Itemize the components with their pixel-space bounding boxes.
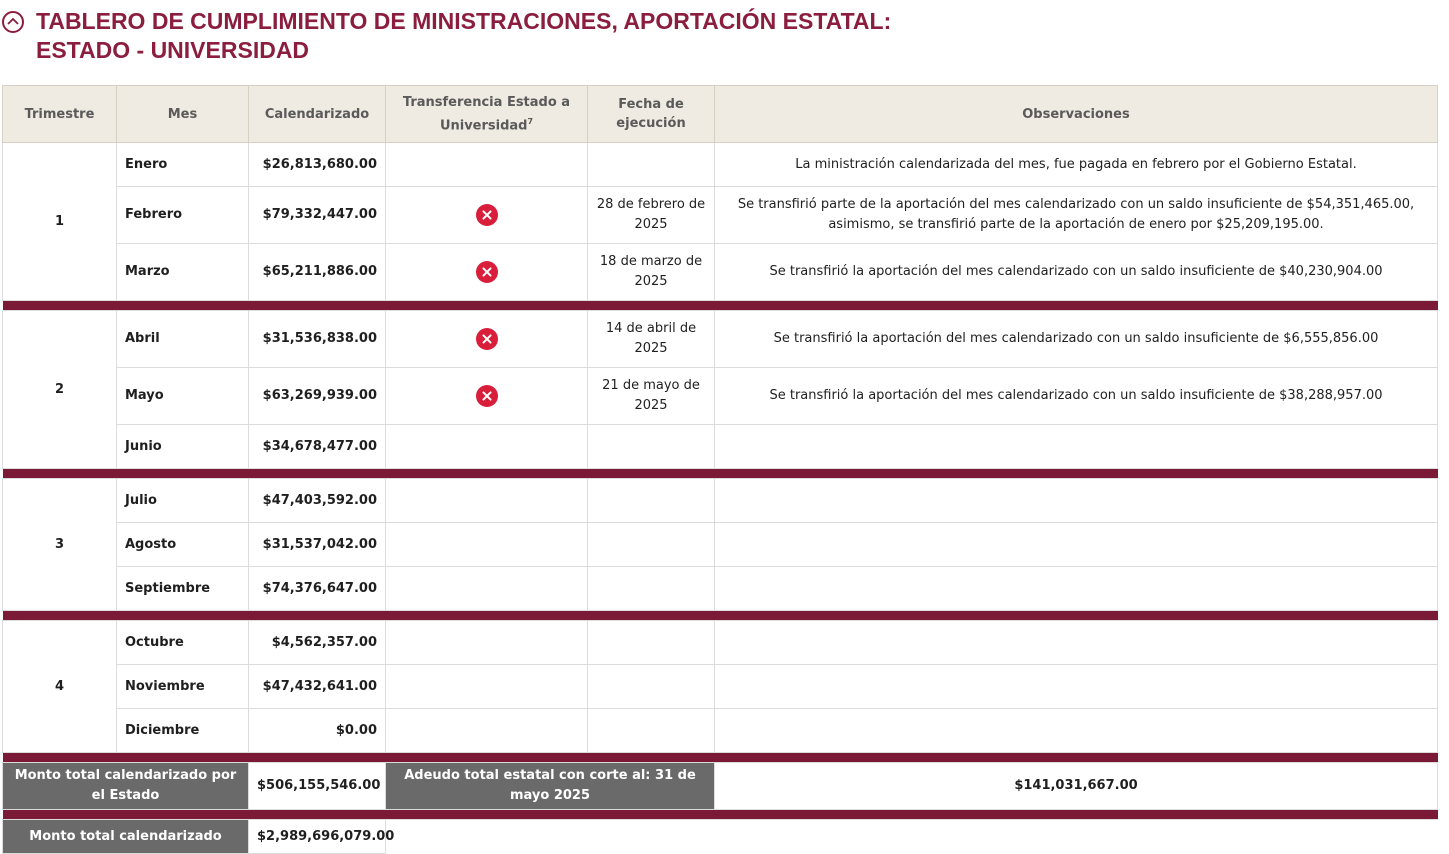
table-row: [3, 244, 1438, 301]
observacion-cell: Se transfirió la aportación del mes calendarizado con un saldo insuficiente de $40,230,904.00: [715, 244, 1438, 301]
transferencia-cell: [386, 523, 588, 567]
observacion-cell: [715, 621, 1438, 665]
header-fecha: Fecha de ejecución: [588, 86, 715, 143]
quarter-separator: [3, 301, 1438, 311]
fecha-cell: [588, 621, 715, 665]
table-row: [3, 311, 1438, 368]
table-row: [3, 187, 1438, 244]
ministraciones-table: [2, 85, 1438, 854]
monto-cell: $63,269,939.00: [249, 368, 386, 425]
mes-cell: Diciembre: [117, 709, 249, 753]
x-circle-icon: [476, 261, 498, 283]
observacion-cell: [715, 665, 1438, 709]
mes-cell: Abril: [117, 311, 249, 368]
adeudo-total-label: Adeudo total estatal con corte al: 31 de mayo 2025: [386, 763, 715, 810]
transferencia-cell: [386, 479, 588, 523]
table-row: [3, 425, 1438, 469]
totals-row: [3, 763, 1438, 810]
mes-cell: Marzo: [117, 244, 249, 301]
header-observaciones: Observaciones: [715, 86, 1438, 143]
quarter-separator: [3, 469, 1438, 479]
fecha-cell: 14 de abril de 2025: [588, 311, 715, 368]
observacion-cell: [715, 567, 1438, 611]
monto-cell: $47,432,641.00: [249, 665, 386, 709]
separator-bar: [3, 611, 1438, 621]
mes-cell: Septiembre: [117, 567, 249, 611]
transferencia-cell: [386, 187, 588, 244]
fecha-cell: [588, 567, 715, 611]
trimestre-cell: 4: [3, 621, 117, 753]
fecha-cell: 21 de mayo de 2025: [588, 368, 715, 425]
mes-cell: Noviembre: [117, 665, 249, 709]
x-circle-icon: [476, 328, 498, 350]
separator-bar: [3, 469, 1438, 479]
totals-separator: [3, 810, 1438, 820]
header-trimestre: Trimestre: [3, 86, 117, 143]
observacion-cell: [715, 479, 1438, 523]
table-row: [3, 479, 1438, 523]
observacion-cell: La ministración calendarizada del mes, fue pagada en febrero por el Gobierno Estatal.: [715, 143, 1438, 187]
separator-bar: [3, 753, 1438, 763]
transferencia-cell: [386, 665, 588, 709]
table-row: [3, 665, 1438, 709]
grand-total-label: Monto total calendarizado: [3, 820, 249, 854]
quarter-separator: [3, 611, 1438, 621]
observacion-cell: Se transfirió la aportación del mes calendarizado con un saldo insuficiente de $38,288,957.00: [715, 368, 1438, 425]
fecha-cell: [588, 665, 715, 709]
observacion-cell: [715, 425, 1438, 469]
transferencia-cell: [386, 567, 588, 611]
dashboard-header: [0, 0, 1449, 84]
mes-cell: Octubre: [117, 621, 249, 665]
monto-cell: $47,403,592.00: [249, 479, 386, 523]
transferencia-cell: [386, 425, 588, 469]
fecha-cell: [588, 709, 715, 753]
separator-bar: [3, 301, 1438, 311]
fecha-cell: [588, 523, 715, 567]
monto-cell: $31,537,042.00: [249, 523, 386, 567]
monto-cell: $0.00: [249, 709, 386, 753]
mes-cell: Agosto: [117, 523, 249, 567]
trimestre-cell: 3: [3, 479, 117, 611]
quarter-separator: [3, 753, 1438, 763]
x-circle-icon: [476, 385, 498, 407]
transferencia-cell: [386, 311, 588, 368]
header-calendarizado: Calendarizado: [249, 86, 386, 143]
table-row: [3, 567, 1438, 611]
footnote-marker: 7: [527, 116, 534, 126]
transferencia-cell: [386, 143, 588, 187]
empty-cell: [386, 820, 1438, 854]
mes-cell: Febrero: [117, 187, 249, 244]
header-transferencia-label: Transferencia Estado a Universidad: [402, 94, 571, 134]
title-line-1: TABLERO DE CUMPLIMIENTO DE MINISTRACIONES, APORTACIÓN ESTATAL:: [36, 8, 892, 34]
estado-total-value: $506,155,546.00: [249, 763, 386, 810]
observacion-cell: Se transfirió parte de la aportación del mes calendarizado con un saldo insuficiente de $54,351,465.00, asimismo, se transfirió parte de la aportación de enero por $25,209,195.00.: [715, 187, 1438, 244]
mes-cell: Enero: [117, 143, 249, 187]
transferencia-cell: [386, 244, 588, 301]
trimestre-cell: 1: [3, 143, 117, 301]
grand-total-row: [3, 820, 1438, 854]
transferencia-cell: [386, 709, 588, 753]
observacion-cell: [715, 523, 1438, 567]
trimestre-cell: 2: [3, 311, 117, 469]
monto-cell: $79,332,447.00: [249, 187, 386, 244]
chevron-up-circle-icon[interactable]: [2, 11, 24, 33]
observacion-cell: Se transfirió la aportación del mes calendarizado con un saldo insuficiente de $6,555,856.00: [715, 311, 1438, 368]
header-mes: Mes: [117, 86, 249, 143]
mes-cell: Mayo: [117, 368, 249, 425]
monto-cell: $4,562,357.00: [249, 621, 386, 665]
title-line-2: ESTADO - UNIVERSIDAD: [36, 37, 310, 63]
table-header-row: [3, 86, 1438, 143]
monto-cell: $31,536,838.00: [249, 311, 386, 368]
estado-total-label: Monto total calendarizado por el Estado: [3, 763, 249, 810]
fecha-cell: 18 de marzo de 2025: [588, 244, 715, 301]
monto-cell: $26,813,680.00: [249, 143, 386, 187]
fecha-cell: [588, 425, 715, 469]
adeudo-total-value: $141,031,667.00: [715, 763, 1438, 810]
fecha-cell: 28 de febrero de 2025: [588, 187, 715, 244]
table-row: [3, 709, 1438, 753]
table-row: [3, 621, 1438, 665]
mes-cell: Julio: [117, 479, 249, 523]
monto-cell: $34,678,477.00: [249, 425, 386, 469]
table-row: [3, 143, 1438, 187]
separator-bar: [3, 810, 1438, 820]
page-title: [36, 7, 1136, 65]
mes-cell: Junio: [117, 425, 249, 469]
x-circle-icon: [476, 204, 498, 226]
table-row: [3, 523, 1438, 567]
monto-cell: $65,211,886.00: [249, 244, 386, 301]
fecha-cell: [588, 479, 715, 523]
header-transferencia: [386, 86, 588, 143]
transferencia-cell: [386, 621, 588, 665]
transferencia-cell: [386, 368, 588, 425]
monto-cell: $74,376,647.00: [249, 567, 386, 611]
observacion-cell: [715, 709, 1438, 753]
fecha-cell: [588, 143, 715, 187]
grand-total-value: $2,989,696,079.00: [249, 820, 386, 854]
table-row: [3, 368, 1438, 425]
